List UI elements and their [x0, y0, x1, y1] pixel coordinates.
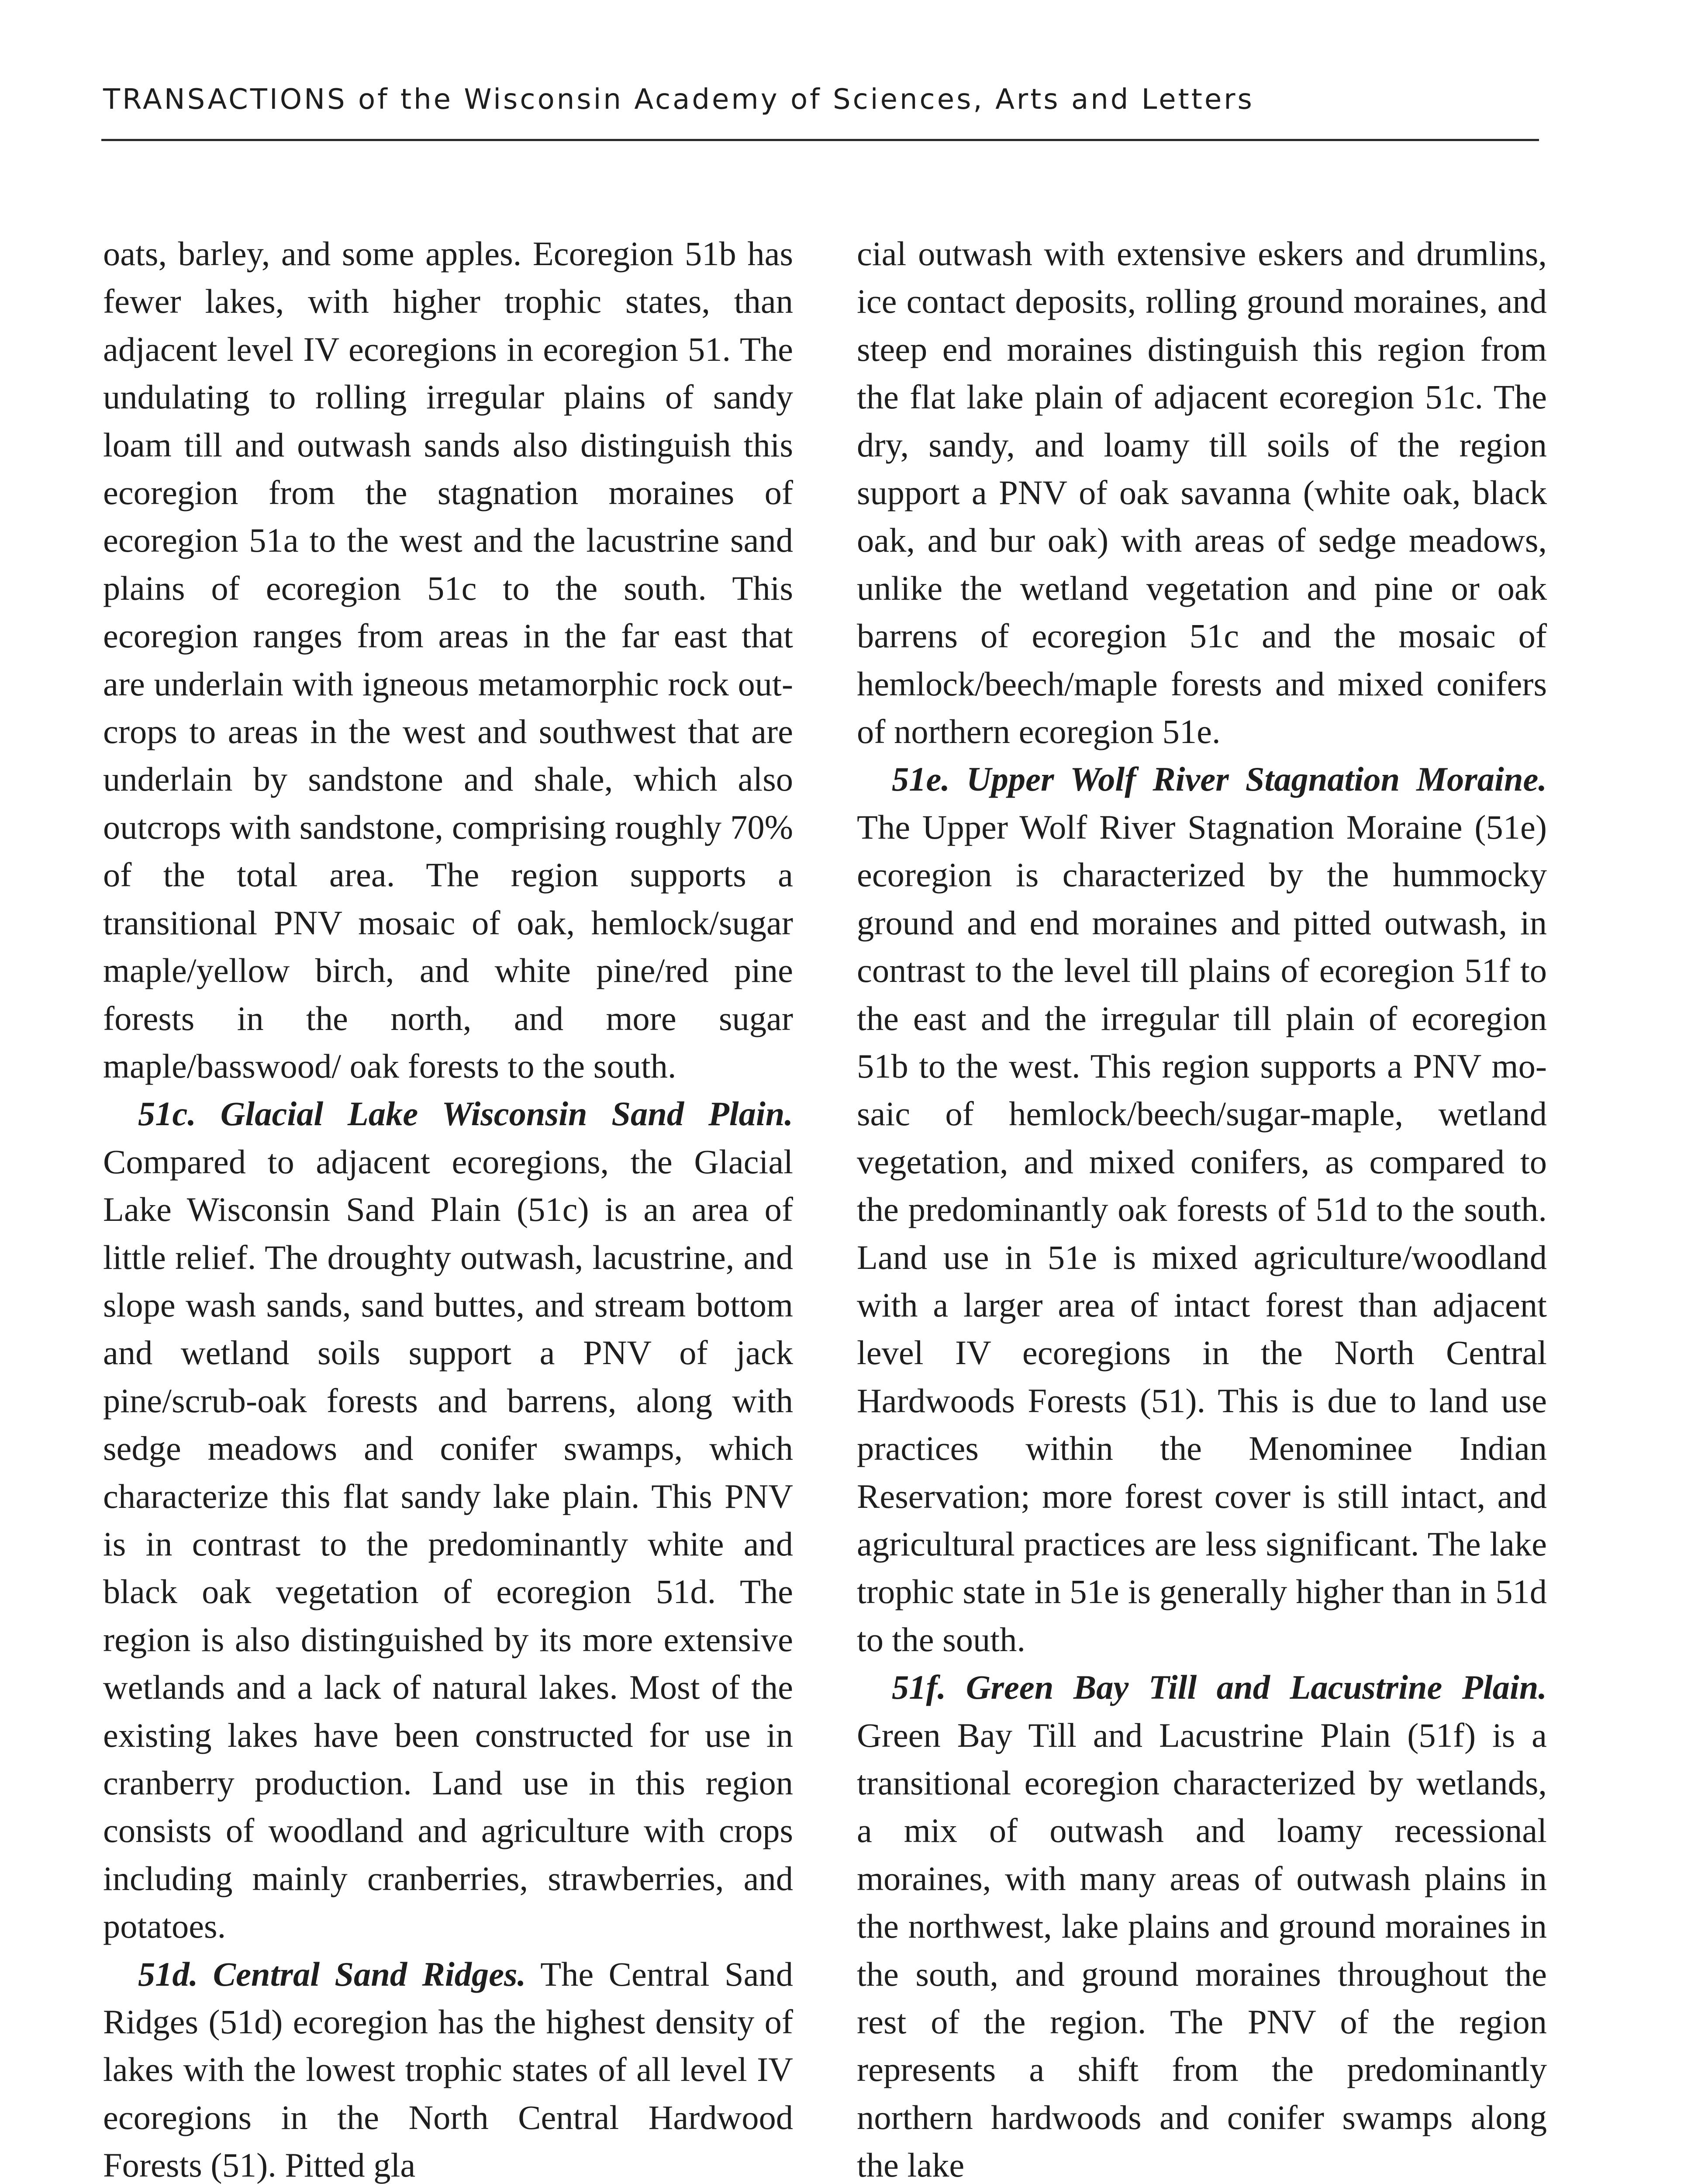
section-body-51f: Green Bay Till and Lacustrine Plain (51f) is a transitional ecoregion characterized by wetlands, a mix of outwash and loamy recessional moraines, with many areas of outwash plains in the northwest, lake plains and ground moraines in the south, and ground moraines throughout the rest of the region. The PNV of the region represents a shift from the predominantly northern hardwoods and conifer swamps along the lake [857, 1716, 1547, 2184]
paragraph-51b-continued: oats, barley, and some apples. Ecoregion 51b has fewer lakes, with higher trophic states, than adjacent level IV ecoregions in ecoregion 51. The undulating to rolling irregular plains of sandy loam till and outwash sands also distinguish this ecoregion from the stagnation moraines of ecoregion 51a to the west and the lacustrine sand plains of ecoregion 51c to the south. This ecoregion ranges from areas in the far east that are underlain with igneous metamorphic rock outcrops to areas in the west and southwest that are underlain by sandstone and shale, which also outcrops with sandstone, comprising roughly 70% of the total area. The region supports a transitional PNV mosaic of oak, hemlock/sugar maple/yellow birch, and white pine/red pine forests in the north, and more sugar maple/basswood/ oak forests to the south. [103, 235, 793, 1085]
section-body-51d: The Central Sand Ridges (51d) ecoregion has the highest density of lakes with the lowest trophic states of all level IV ecoregions in the North Central Hardwood Forests (51). Pitted gla [103, 1955, 793, 2184]
running-head: TRANSACTIONS of the Wisconsin Academy of Sciences, Arts and Letters [103, 83, 1254, 116]
paragraph-51c [103, 1090, 793, 1950]
section-title-51f: 51f. Green Bay Till and Lacustrine Plain. [892, 1668, 1547, 1707]
paragraph-51f [857, 1663, 1547, 2184]
paragraph-51e [857, 755, 1547, 1663]
right-column [857, 230, 1547, 2184]
section-title-51e: 51e. Upper Wolf River Stagnation Moraine. [892, 760, 1547, 798]
section-body-51c: Compared to adjacent ecoregions, the Glacial Lake Wisconsin Sand Plain (51c) is an area of little relief. The droughty outwash, lacustrine, and slope wash sands, sand buttes, and stream bottom and wetland soils support a PNV of jack pine/scrub-oak forests and barrens, along with sedge meadows and conifer swamps, which characterize this flat sandy lake plain. This PNV is in contrast to the predominantly white and black oak vegetation of ecoregion 51d. The region is also distinguished by its more extensive wetlands and a lack of natural lakes. Most of the existing lakes have been constructed for use in cranberry production. Land use in this region consists of woodland and agriculture with crops including mainly cranberries, strawberries, and potatoes. [103, 1142, 793, 1946]
section-title-51c: 51c. Glacial Lake Wisconsin Sand Plain. [138, 1095, 793, 1133]
section-title-51d: 51d. Central Sand Ridges. [138, 1955, 526, 1993]
section-body-51e: The Upper Wolf River Stagnation Moraine (51e) ecoregion is characterized by the hummocky ground and end moraines and pitted outwash, in contrast to the level till plains of ecoregion 51f to the east and the irregular till plain of ecoregion 51b to the west. This region supports a PNV mosaic of hemlock/beech/sugar-maple, wetland vegetation, and mixed conifers, as compared to the predominantly oak forests of 51d to the south. Land use in 51e is mixed agriculture/woodland with a larger area of intact forest than adjacent level IV ecoregions in the North Central Hardwoods Forests (51). This is due to land use practices within the Menominee Indian Reservation; more forest cover is still intact, and agricultural practices are less significant. The lake trophic state in 51e is generally higher than in 51d to the south. [857, 808, 1547, 1659]
left-column [103, 230, 793, 2184]
paragraph-51d-continued: cial outwash with extensive eskers and drumlins, ice contact deposits, rolling ground moraines, and steep end moraines distinguish this region from the flat lake plain of adjacent ecoregion 51c. The dry, sandy, and loamy till soils of the region support a PNV of oak savanna (white oak, black oak, and bur oak) with areas of sedge meadows, unlike the wetland vegetation and pine or oak barrens of ecoregion 51c and the mosaic of hemlock/beech/maple forests and mixed conifers of northern ecoregion 51e. [857, 235, 1547, 751]
paragraph-51d [103, 1950, 793, 2184]
header-rule [101, 139, 1539, 141]
